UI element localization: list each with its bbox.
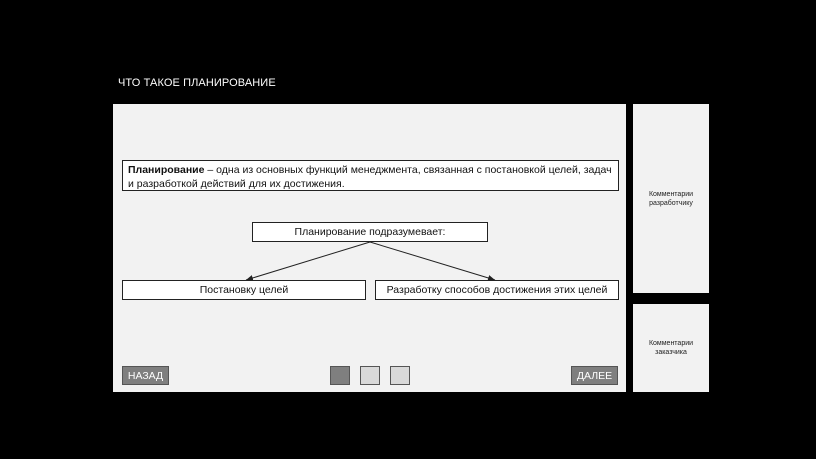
slide-title: ЧТО ТАКОЕ ПЛАНИРОВАНИЕ: [118, 77, 276, 89]
definition-text: – одна из основных функций менеджмента, связанная с постановкой целей, задач и разработкой действий для их достижения.: [128, 164, 612, 190]
branch-right-label: Разработку способов достижения этих целей: [386, 284, 608, 296]
back-button[interactable]: НАЗАД: [122, 366, 169, 385]
client-comments-label: Комментарии заказчика: [648, 340, 694, 356]
next-button[interactable]: ДАЛЕЕ: [571, 366, 618, 385]
definition-term: Планирование: [128, 164, 205, 176]
implies-label: Планирование подразумевает:: [294, 226, 446, 238]
page-indicator-2[interactable]: [360, 366, 380, 385]
client-comments-panel[interactable]: [633, 304, 709, 392]
developer-comments-label: Комментарии разработчику: [648, 190, 694, 207]
page-indicator-1[interactable]: [330, 366, 350, 385]
main-content-panel: [113, 104, 626, 392]
page-indicator-3[interactable]: [390, 366, 410, 385]
definition-box: [122, 160, 619, 191]
developer-comments-panel[interactable]: [633, 104, 709, 293]
branch-box-left: [122, 280, 366, 300]
branch-left-label: Постановку целей: [199, 284, 289, 296]
implies-box: [252, 222, 488, 242]
branch-box-right: [375, 280, 619, 300]
